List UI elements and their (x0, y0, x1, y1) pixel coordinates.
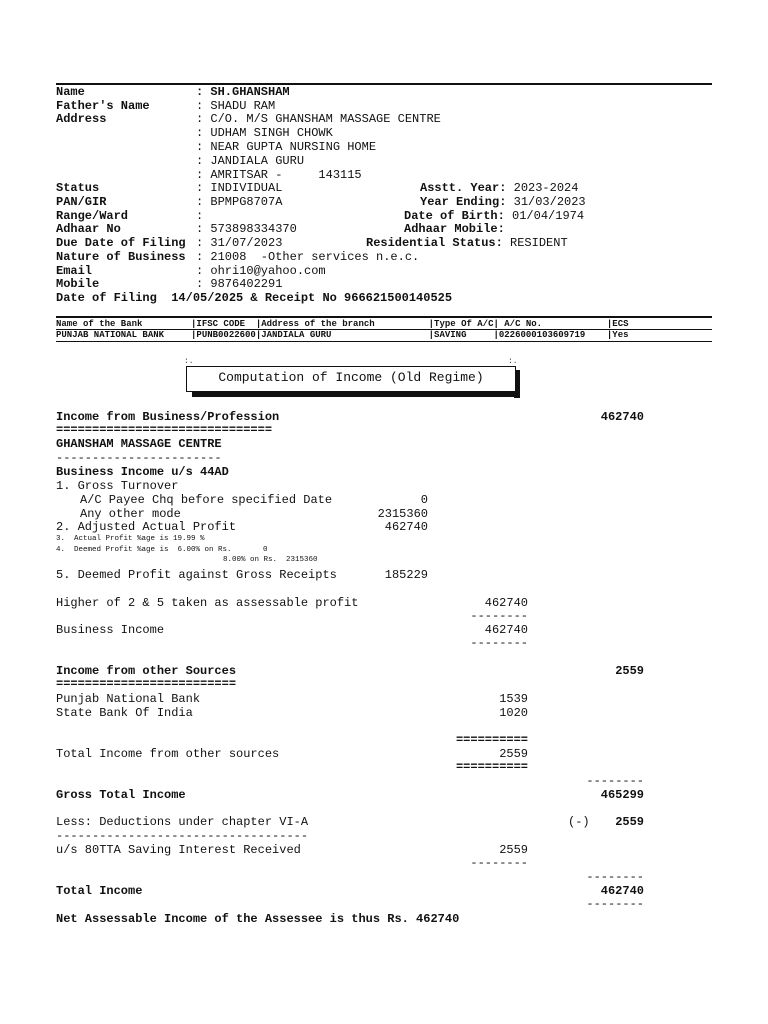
dash-line: -------- (470, 609, 528, 623)
bank-table-row: PUNJAB NATIONAL BANK |PUNB0022600|JANDIALA GURU |SAVING |0226000103609719 |Yes (56, 330, 629, 340)
business-heading-underline: ============================== (56, 423, 273, 437)
residential-status: Residential Status: RESIDENT (366, 236, 568, 250)
business-heading-amount: 462740 (600, 410, 644, 424)
email-value: : ohri10@yahoo.com (196, 264, 326, 278)
address-line: : UDHAM SINGH CHOWK (196, 126, 333, 140)
address-line: : AMRITSAR - 143115 (196, 168, 362, 182)
due-date-value: : 31/07/2023 (196, 236, 283, 250)
business-income-label: Business Income (56, 623, 165, 637)
gross-total-label: Gross Total Income (56, 788, 186, 802)
aadhaar-label: Adhaar No (56, 222, 121, 236)
aadhaar-value: : 573898334370 (196, 222, 297, 236)
actual-profit-pct: 3. Actual Profit %age is 19.99 % (56, 535, 205, 543)
business-heading: Income from Business/Profession (56, 410, 280, 424)
deemed-profit-value: 185229 (384, 568, 428, 582)
nature-label: Nature of Business (56, 250, 186, 264)
bank-table-top-rule (56, 316, 712, 318)
ac-payee-label: A/C Payee Chq before specified Date (80, 493, 333, 507)
net-assessable-line: Net Assessable Income of the Assessee is thus Rs. 462740 (56, 912, 460, 926)
ac-payee-value: 0 (420, 493, 428, 507)
email-label: Email (56, 264, 93, 278)
deemed-profit-pct-2: 8.00% on Rs. 2315360 (223, 556, 318, 564)
deductions-value: 2559 (615, 815, 644, 829)
other-sources-total-value: 2559 (499, 747, 528, 761)
status-value: : INDIVIDUAL (196, 181, 283, 195)
tta-label: u/s 80TTA Saving Interest Received (56, 843, 301, 857)
other-source-amount: 1020 (499, 706, 528, 720)
business-section: Business Income u/s 44AD (56, 465, 229, 479)
filing-line: Date of Filing 14/05/2025 & Receipt No 966621500140525 (56, 291, 453, 305)
top-rule (56, 83, 712, 85)
title-corner-mark: :. (184, 357, 194, 366)
total-income-label: Total Income (56, 884, 143, 898)
nature-value: : 21008 -Other services n.e.c. (196, 250, 420, 264)
higher-value: 462740 (484, 596, 528, 610)
dash-line: -------- (470, 856, 528, 870)
address-line: : JANDIALA GURU (196, 154, 305, 168)
date-of-birth: Date of Birth: 01/04/1974 (404, 209, 585, 223)
dash-line: -------- (470, 636, 528, 650)
dash-line: -------- (586, 774, 644, 788)
adjusted-profit-value: 462740 (384, 520, 428, 534)
deductions-underline: ----------------------------------- (56, 829, 309, 843)
address-label: Address (56, 112, 107, 126)
other-mode-value: 2315360 (377, 507, 428, 521)
status-label: Status (56, 181, 100, 195)
other-mode-label: Any other mode (80, 507, 181, 521)
other-sources-total-label: Total Income from other sources (56, 747, 280, 761)
other-source-amount: 1539 (499, 692, 528, 706)
range-label: Range/Ward (56, 209, 129, 223)
other-source-item: Punjab National Bank (56, 692, 201, 706)
dash-line: -------- (586, 870, 644, 884)
eq-line: ========== (455, 760, 528, 774)
name-value: : SH.GHANSHAM (196, 85, 290, 99)
eq-line: ========== (455, 733, 528, 747)
father-value: : SHADU RAM (196, 99, 276, 113)
total-income-value: 462740 (600, 884, 644, 898)
assessment-year: Asstt. Year: 2023-2024 (420, 181, 579, 195)
mobile-value: : 9876402291 (196, 277, 283, 291)
higher-label: Higher of 2 & 5 taken as assessable profit (56, 596, 359, 610)
other-source-item: State Bank Of India (56, 706, 193, 720)
firm-underline: ----------------------- (56, 451, 222, 465)
year-ending: Year Ending: 31/03/2023 (420, 195, 586, 209)
other-sources-heading: Income from other Sources (56, 664, 237, 678)
dash-line: -------- (586, 897, 644, 911)
due-date-label: Due Date of Filing (56, 236, 186, 250)
other-sources-underline: ========================= (56, 677, 237, 691)
deductions-sign: (-) (568, 815, 590, 829)
adjusted-profit-label: 2. Adjusted Actual Profit (56, 520, 237, 534)
page-title: Computation of Income (Old Regime) (186, 366, 516, 392)
aadhaar-mobile: Adhaar Mobile: (404, 222, 505, 236)
bank-table-header: Name of the Bank |IFSC CODE |Address of the branch |Type Of A/C| A/C No. |ECS (56, 319, 629, 329)
deemed-profit-pct: 4. Deemed Profit %age is 6.00% on Rs. 0 (56, 546, 268, 554)
range-value: : (196, 209, 204, 223)
tta-value: 2559 (499, 843, 528, 857)
gross-total-value: 465299 (600, 788, 644, 802)
name-label: Name (56, 85, 85, 99)
pan-label: PAN/GIR (56, 195, 107, 209)
firm-name: GHANSHAM MASSAGE CENTRE (56, 437, 222, 451)
address-line: : C/O. M/S GHANSHAM MASSAGE CENTRE (196, 112, 441, 126)
mobile-label: Mobile (56, 277, 100, 291)
deemed-profit-label: 5. Deemed Profit against Gross Receipts (56, 568, 337, 582)
deductions-label: Less: Deductions under chapter VI-A (56, 815, 309, 829)
father-label: Father's Name (56, 99, 150, 113)
address-line: : NEAR GUPTA NURSING HOME (196, 140, 377, 154)
pan-value: : BPMPG8707A (196, 195, 283, 209)
title-corner-mark: :. (508, 357, 518, 366)
other-sources-heading-amount: 2559 (615, 664, 644, 678)
bank-table-bottom-rule (56, 341, 712, 342)
business-income-value: 462740 (484, 623, 528, 637)
gross-turnover: 1. Gross Turnover (56, 479, 179, 493)
